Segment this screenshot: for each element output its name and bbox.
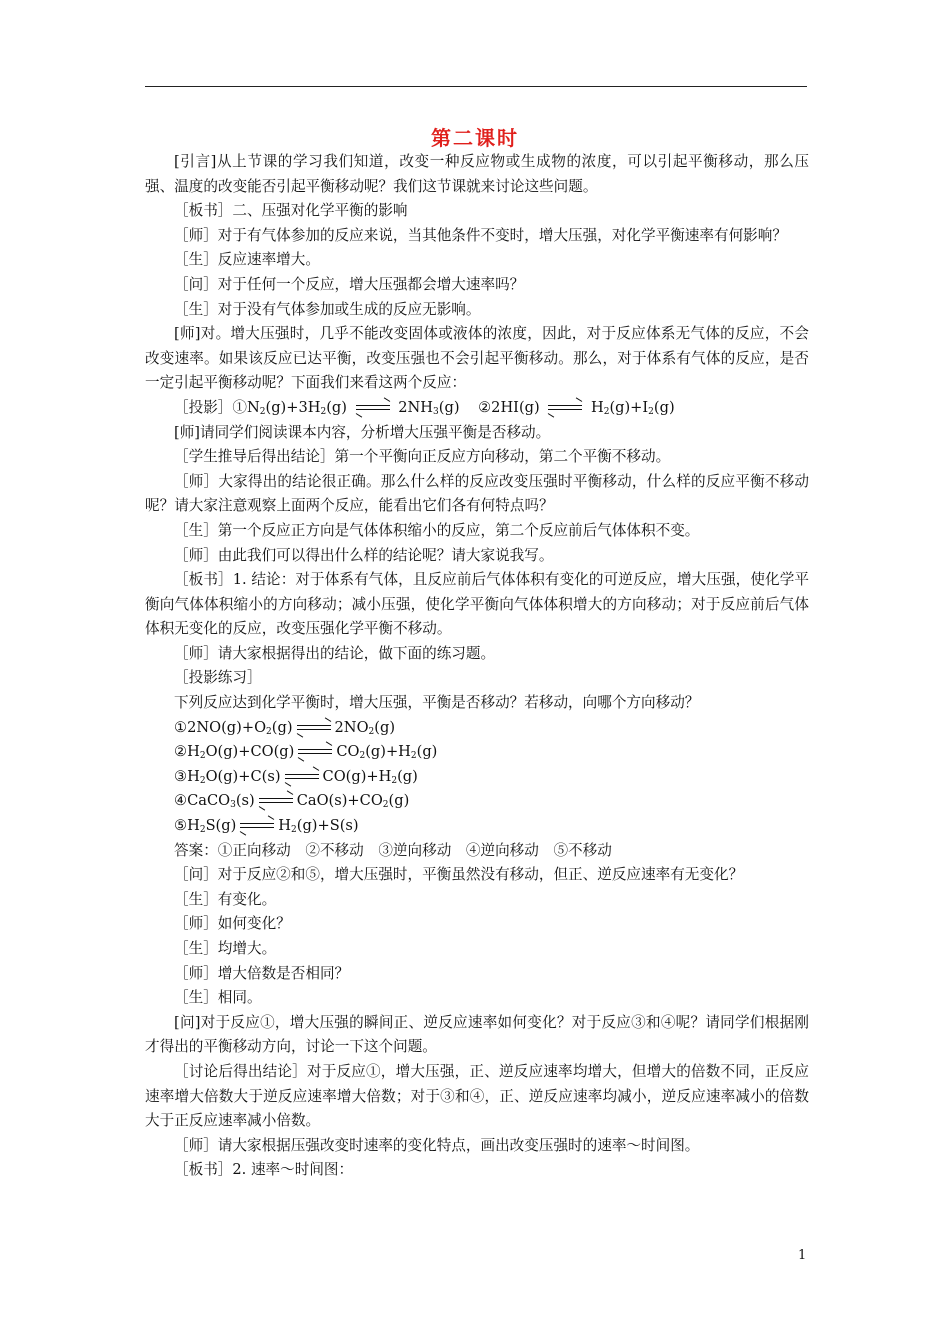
paragraph: [问]对于反应①，增大压强的瞬间正、逆反应速率如何变化？对于反应③和④呢？请同学们根据刚才得出的平衡移动方向，讨论一下这个问题。 <box>145 1013 809 1056</box>
paragraph: ［生］均增大。 <box>174 940 277 957</box>
exercise-reaction-3: $③H_2O(g)+C(s)$ $CO(g)+H_2(g)$ <box>174 767 418 786</box>
equilibrium-arrow-icon <box>297 724 331 732</box>
exercise-reaction-2: $②H_2O(g)+CO(g)$ $CO_2(g)+H_2(g)$ <box>174 743 438 762</box>
equilibrium-arrow-icon <box>259 797 293 805</box>
paragraph: ［板书］二、压强对化学平衡的影响 <box>174 202 408 220</box>
paragraph: ［师］大家得出的结论很正确。那么什么样的反应改变压强时平衡移动，什么样的反应平衡不移动呢？请大家注意观察上面两个反应，能看出它们各有何特点吗？ <box>145 472 809 515</box>
equilibrium-arrow-icon <box>548 404 582 412</box>
paragraph: ［板书］2. 速率～时间图： <box>174 1161 354 1179</box>
paragraph: ［师］由此我们可以得出什么样的结论呢？请大家说我写。 <box>174 546 554 564</box>
exercise-reaction-5: $⑤H_2S(g)$ $H_2(g)+S(s)$ <box>174 817 359 836</box>
paragraph: [引言]从上节课的学习我们知道，改变一种反应物或生成物的浓度，可以引起平衡移动，那么压强、温度的改变能否引起平衡移动呢？我们这节课就来讨论这些问题。 <box>145 153 809 195</box>
equilibrium-arrow-icon <box>298 748 332 756</box>
paragraph: ［生］第一个反应正方向是气体体积缩小的反应，第二个反应前后气体体积不变。 <box>174 521 700 539</box>
paragraph: ［生］有变化。 <box>174 890 277 908</box>
header-rule <box>145 86 807 87</box>
equilibrium-arrow-icon <box>356 404 390 412</box>
page-title: 第二课时 <box>431 126 519 150</box>
document-body <box>145 150 809 1183</box>
paragraph: [师]请同学们阅读课本内容，分析增大压强平衡是否移动。 <box>174 423 551 441</box>
paragraph: [师]对。增大压强时，几乎不能改变固体或液体的浓度，因此，对于反应体系无气体的反应，不会改变速率。如果该反应已达平衡，改变压强也不会引起平衡移动。那么，对于体系有气体的反应，是否一定引起平衡移动呢？下面我们来看这两个反应： <box>145 325 809 392</box>
paragraph: ［师］请大家根据得出的结论，做下面的练习题。 <box>174 644 496 662</box>
equilibrium-arrow-icon <box>285 773 319 781</box>
paragraph: ［生］对于没有气体参加或生成的反应无影响。 <box>174 300 481 318</box>
equilibrium-arrow-icon <box>240 822 274 830</box>
answers: 答案：①正向移动 ②不移动 ③逆向移动 ④逆向移动 ⑤不移动 <box>174 841 612 859</box>
paragraph: ［学生推导后得出结论］第一个平衡向正反应方向移动，第二个平衡不移动。 <box>174 448 671 466</box>
paragraph: ［师］对于有气体参加的反应来说，当其他条件不变时，增大压强，对化学平衡速率有何影响？ <box>174 226 787 244</box>
paragraph: ［师］如何变化？ <box>174 915 291 933</box>
paragraph: ［板书］1. 结论：对于体系有气体，且反应前后气体体积有变化的可逆反应，增大压强，使化学平衡向气体体积缩小的方向移动；减小压强，使化学平衡向气体体积增大的方向移动；对于反应前后气体体积无变化的反应，改变压强化学平衡不移动。 <box>145 571 809 638</box>
exercise-reaction-1: $①2NO(g)+O_2(g)$ $2NO_2(g)$ <box>174 718 396 737</box>
exercise-reaction-4: ④CaCO$_3$(s) $CaO(s)+CO_2(g)$ <box>174 792 410 811</box>
paragraph: 下列反应达到化学平衡时，增大压强，平衡是否移动？若移动，向哪个方向移动？ <box>174 694 700 712</box>
paragraph: ［问］对于反应②和⑤，增大压强时，平衡虽然没有移动，但正、逆反应速率有无变化？ <box>174 866 744 884</box>
paragraph: ［生］相同。 <box>174 989 262 1007</box>
paragraph: ［讨论后得出结论］对于反应①，增大压强，正、逆反应速率均增大，但增大的倍数不同，正反应速率增大倍数大于逆反应速率增大倍数；对于③和④，正、逆反应速率均减小，逆反应速率减小的倍数大于正反应速率减小倍数。 <box>145 1062 809 1130</box>
paragraph: ［师］增大倍数是否相同？ <box>174 964 350 982</box>
page-number: 1 <box>798 1248 807 1263</box>
paragraph: ［生］反应速率增大。 <box>174 251 320 269</box>
paragraph: ［师］请大家根据压强改变时速率的变化特点，画出改变压强时的速率～时间图。 <box>174 1136 700 1154</box>
paragraph: ［投影练习］ <box>174 669 262 687</box>
paragraph: ［问］对于任何一个反应，增大压强都会增大速率吗？ <box>174 275 525 293</box>
projection-reactions: ［投影$]①N_2(g)+3H_2(g)$ $2NH_3(g)$ ②2HI(g) $H_2(g)+I_2(g)$ <box>174 398 675 417</box>
